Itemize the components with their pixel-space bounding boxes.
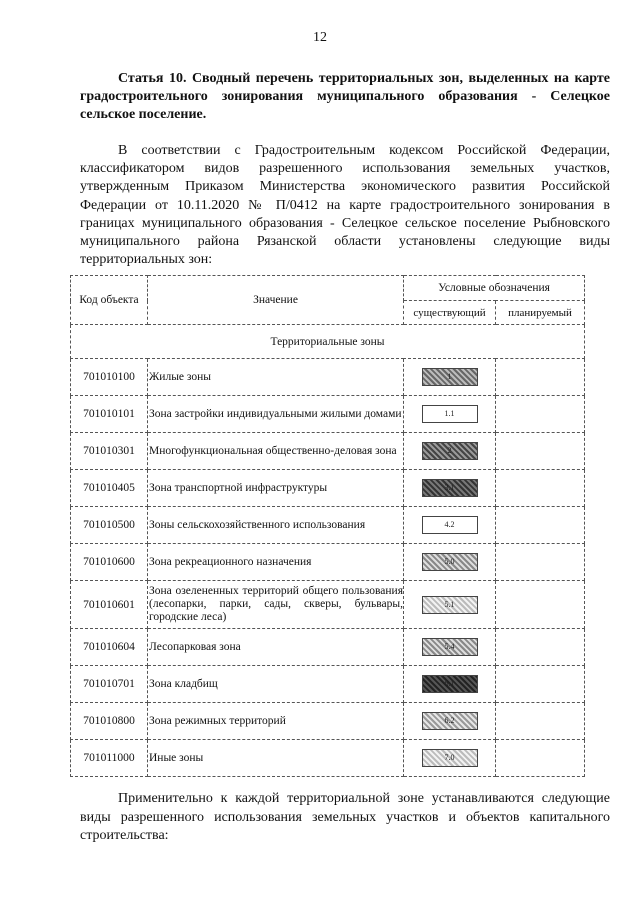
zone-name: Зоны сельскохозяйственного использования (148, 507, 404, 544)
zone-name: Зона озелененных территорий общего пользования (лесопарки, парки, сады, скверы, бульвары, городские леса) (148, 581, 404, 629)
zone-name: Зона кладбищ (148, 666, 404, 703)
planned-cell (496, 433, 585, 470)
legend-swatch: 5.4 (422, 638, 478, 656)
zone-code: 701010600 (71, 544, 148, 581)
header-name: Значение (148, 276, 404, 325)
legend-swatch: 4.2 (422, 516, 478, 534)
legend-swatch: 3.1 (422, 479, 478, 497)
table-row (71, 740, 585, 777)
zone-name: Зона режимных территорий (148, 703, 404, 740)
table-row (71, 470, 585, 507)
table-row (71, 666, 585, 703)
table-row (71, 507, 585, 544)
header-code: Код объекта (71, 276, 148, 325)
zone-code: 701010101 (71, 396, 148, 433)
table-row (71, 359, 585, 396)
legend-swatch: 5.0 (422, 553, 478, 571)
zone-code: 701010604 (71, 629, 148, 666)
zone-code: 701010500 (71, 507, 148, 544)
table-row (71, 433, 585, 470)
planned-cell (496, 666, 585, 703)
section-title: Территориальные зоны (71, 325, 585, 359)
table-row (71, 703, 585, 740)
table-row (71, 544, 585, 581)
planned-cell (496, 703, 585, 740)
planned-cell (496, 470, 585, 507)
planned-cell (496, 544, 585, 581)
planned-cell (496, 629, 585, 666)
legend-swatch: 2 (422, 442, 478, 460)
header-existing: существующий (404, 301, 496, 325)
header-planned: планируемый (496, 301, 585, 325)
zone-name: Многофункциональная общественно-деловая зона (148, 433, 404, 470)
planned-cell (496, 740, 585, 777)
zone-name: Иные зоны (148, 740, 404, 777)
zone-name: Лесопарковая зона (148, 629, 404, 666)
legend-swatch: 7.0 (422, 749, 478, 767)
article-title: Статья 10. Сводный перечень территориальных зон, выделенных на карте градостроительного зонирования муниципального образования - Селецкое сельское поселение. (80, 71, 610, 122)
zone-name: Жилые зоны (148, 359, 404, 396)
page-number: 12 (313, 30, 327, 45)
zone-name: Зона застройки индивидуальными жилыми домами (148, 396, 404, 433)
zones-table (70, 275, 585, 777)
legend-swatch: 6.1 (422, 675, 478, 693)
legend-swatch: 5.1 (422, 596, 478, 614)
zone-code: 701010601 (71, 581, 148, 629)
zone-code: 701010301 (71, 433, 148, 470)
planned-cell (496, 396, 585, 433)
table-row (71, 629, 585, 666)
closing-paragraph: Применительно к каждой территориальной зоне устанавливаются следующие виды разрешенного использования земельных участков и объектов капитального строительства: (80, 791, 610, 843)
zone-code: 701010405 (71, 470, 148, 507)
planned-cell (496, 359, 585, 396)
zone-code: 701010800 (71, 703, 148, 740)
zone-name: Зона транспортной инфраструктуры (148, 470, 404, 507)
header-legend: Условные обозначения (404, 276, 585, 301)
section-row (71, 325, 585, 359)
planned-cell (496, 507, 585, 544)
zone-code: 701011000 (71, 740, 148, 777)
table-header-row (71, 276, 585, 301)
legend-swatch: 1 (422, 368, 478, 386)
zone-code: 701010701 (71, 666, 148, 703)
legend-swatch: 6.2 (422, 712, 478, 730)
legend-swatch: 1.1 (422, 405, 478, 423)
zone-name: Зона рекреационного назначения (148, 544, 404, 581)
zone-code: 701010100 (71, 359, 148, 396)
intro-paragraph: В соответствии с Градостроительным кодексом Российской Федерации, классификатором видов разрешенного использования земельных участков, утвержденным Приказом Министерства экономического развития Российской Федерации от 10.11.2020 № П/0412 на карте градостроительного зонирования в границах муниципального образования - Селецкое сельское поселение Рыбновского муниципального района Рязанской области установлены следующие виды территориальных зон: (80, 143, 610, 268)
table-row (71, 581, 585, 629)
planned-cell (496, 581, 585, 629)
table-row (71, 396, 585, 433)
